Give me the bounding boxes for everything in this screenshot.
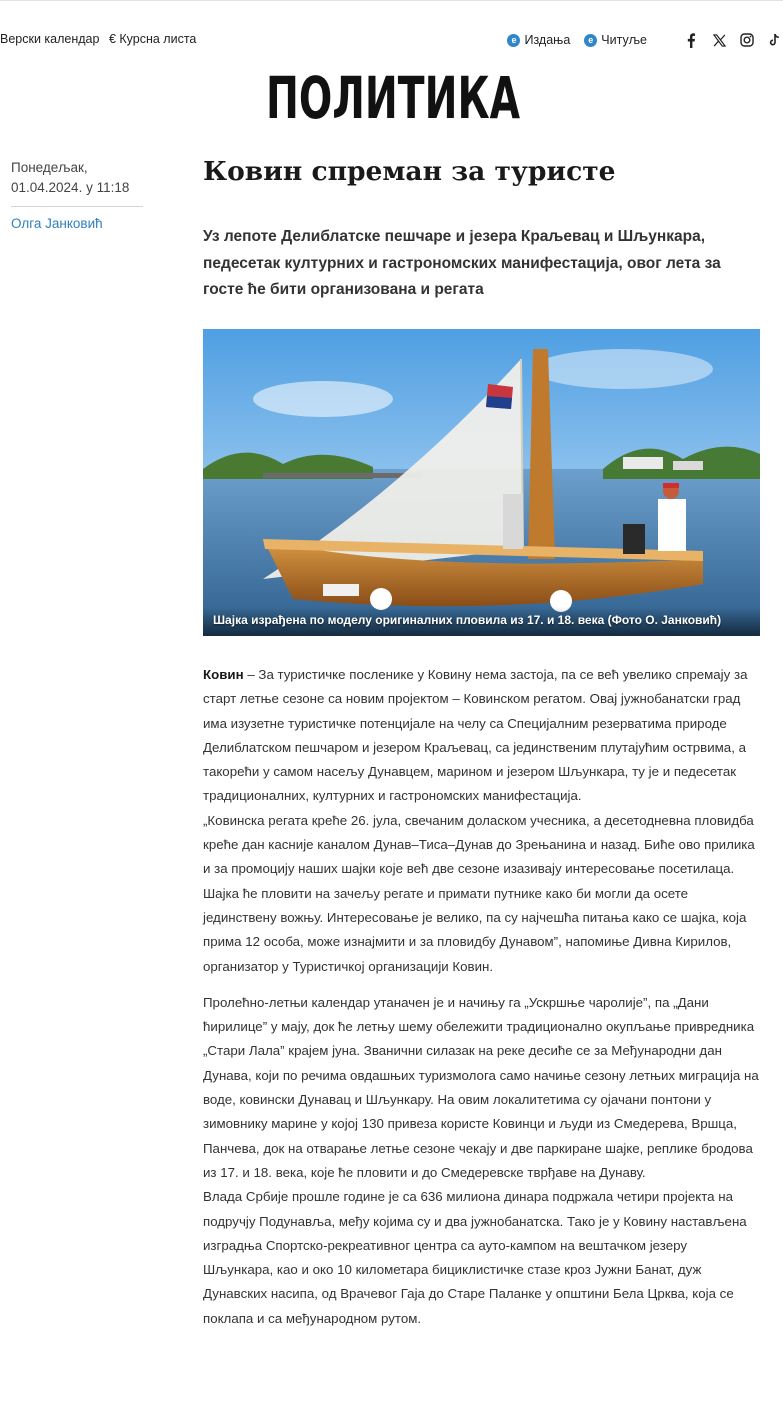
top-right-bar bbox=[507, 32, 783, 48]
politika-logo[interactable] bbox=[264, 62, 522, 132]
publish-date-day: Понедељак, bbox=[11, 160, 88, 175]
obituaries-link[interactable] bbox=[584, 33, 647, 47]
paragraph-1-text: – За туристичке посленике у Ковину нема застоја, па се већ увелико спремају за старт летње сезоне са новим пројектом – Ковинском регатом. Овај јужнобанатски град има изузетне туристичке потенцијале на челу са Специјалним резерватима природе Делиблатском пешчаром и језером Краљевац, са јединственим плутајућим острвима, а такорећи у самом насељу Дунавцем, марином и језером Шљункара, ту је и педесетак традиционалних, културних и гастрономских манифестација. bbox=[203, 667, 748, 804]
paragraph-4: Влада Србије прошле године је са 636 милиона динара подржала четири пројекта на подручју Подунавља, међу којима су и два јужнобанатска. Тако је у Ковину настављена изградња Спортско-рекреативног центра са ауто-кампом на вештачком језеру Шљункара, као и око 10 километара бициклистичке стазе кроз Јужни Банат, дуж Дунавских насипа, од Врачевог Гаја до Старе Паланке у општини Бела Црква, која се поклапа и са међународном рутом. bbox=[203, 1189, 747, 1326]
article-meta bbox=[11, 158, 143, 234]
facebook-icon[interactable] bbox=[683, 32, 699, 48]
e-badge-icon: e bbox=[507, 34, 520, 47]
top-nav bbox=[0, 32, 202, 46]
article-body bbox=[203, 663, 759, 1331]
article-photo[interactable] bbox=[203, 329, 760, 636]
top-border bbox=[0, 0, 783, 1]
dateline: Ковин bbox=[203, 667, 244, 682]
nav-link-exchange-rate[interactable]: € Курсна листа bbox=[108, 32, 197, 46]
editions-label: Издања bbox=[524, 33, 571, 47]
paragraph-3: Пролећно-летњи календар утаначен је и начињу га „Ускршње чаролије”, па „Дани ћирилице” у мају, док ће летњу шему обележити традиционално окупљање привредника „Стари Лала” крајем јуна. Званични силазак на реке десиће се за Међународни дан Дунава, који по речима овдашњих туризмолога само начиње сезону летњих миграција на воде, ковински Дунавац и Шљункару. На овим локалитетима су ојачани понтони у зимовнику марине у којој 130 привеза користе Ковинци и људи из Смедерева, Вршца, Панчева, док на отварање летње сезоне чекају и две паркиране шајке, реплике бродова из 17. и 18. века, које ће пловити и до Смедеревске тврђаве на Дунаву. bbox=[203, 994, 759, 1180]
article-title: Ковин спреман за туристе bbox=[203, 156, 616, 187]
meta-divider bbox=[11, 206, 143, 207]
article-lead: Уз лепоте Делиблатске пешчаре и језера Краљевац и Шљункара, педесетак културних и гастрономских манифестација, овог лета за госте ће бити организована и регата bbox=[203, 228, 721, 298]
photo-caption: Шајка израђена по моделу оригиналних пловила из 17. и 18. века (Фото О. Јанковић) bbox=[203, 607, 760, 636]
obituaries-label: Читуље bbox=[601, 33, 647, 47]
logo-text: ПОЛИТИКА bbox=[266, 64, 521, 132]
paragraph-2: „Ковинска регата креће 26. јула, свечаним доласком учесника, а десетодневна пловидба креће дан касније каналом Дунав–Тиса–Дунав до Зрењанина и назад. Биће ово прилика и за промоцију наших шајки које већ две сезоне изазивају интересовање посетилаца. Шајка ће пловити на зачељу регате и примати путнике како би могли да осете јединствену вожњу. Интересовање је велико, па су најчешћа питања како се шајка, која прима 12 особа, може изнајмити и за пловидбу Дунавом”, напомиње Дивна Кирилов, организатор у Туристичкој организацији Ковин. bbox=[203, 812, 755, 974]
author-link[interactable]: Олга Јанковић bbox=[11, 216, 103, 231]
e-badge-icon: e bbox=[584, 34, 597, 47]
nav-link-religious-calendar[interactable]: Верски календар bbox=[0, 32, 100, 46]
paragraph-1 bbox=[203, 663, 759, 809]
x-icon[interactable] bbox=[711, 32, 727, 48]
tiktok-icon[interactable] bbox=[767, 32, 783, 48]
publish-date-time: 01.04.2024. у 11:18 bbox=[11, 180, 130, 195]
editions-link[interactable] bbox=[507, 33, 570, 47]
boat-illustration bbox=[203, 329, 760, 636]
social-links bbox=[671, 32, 783, 48]
instagram-icon[interactable] bbox=[739, 32, 755, 48]
